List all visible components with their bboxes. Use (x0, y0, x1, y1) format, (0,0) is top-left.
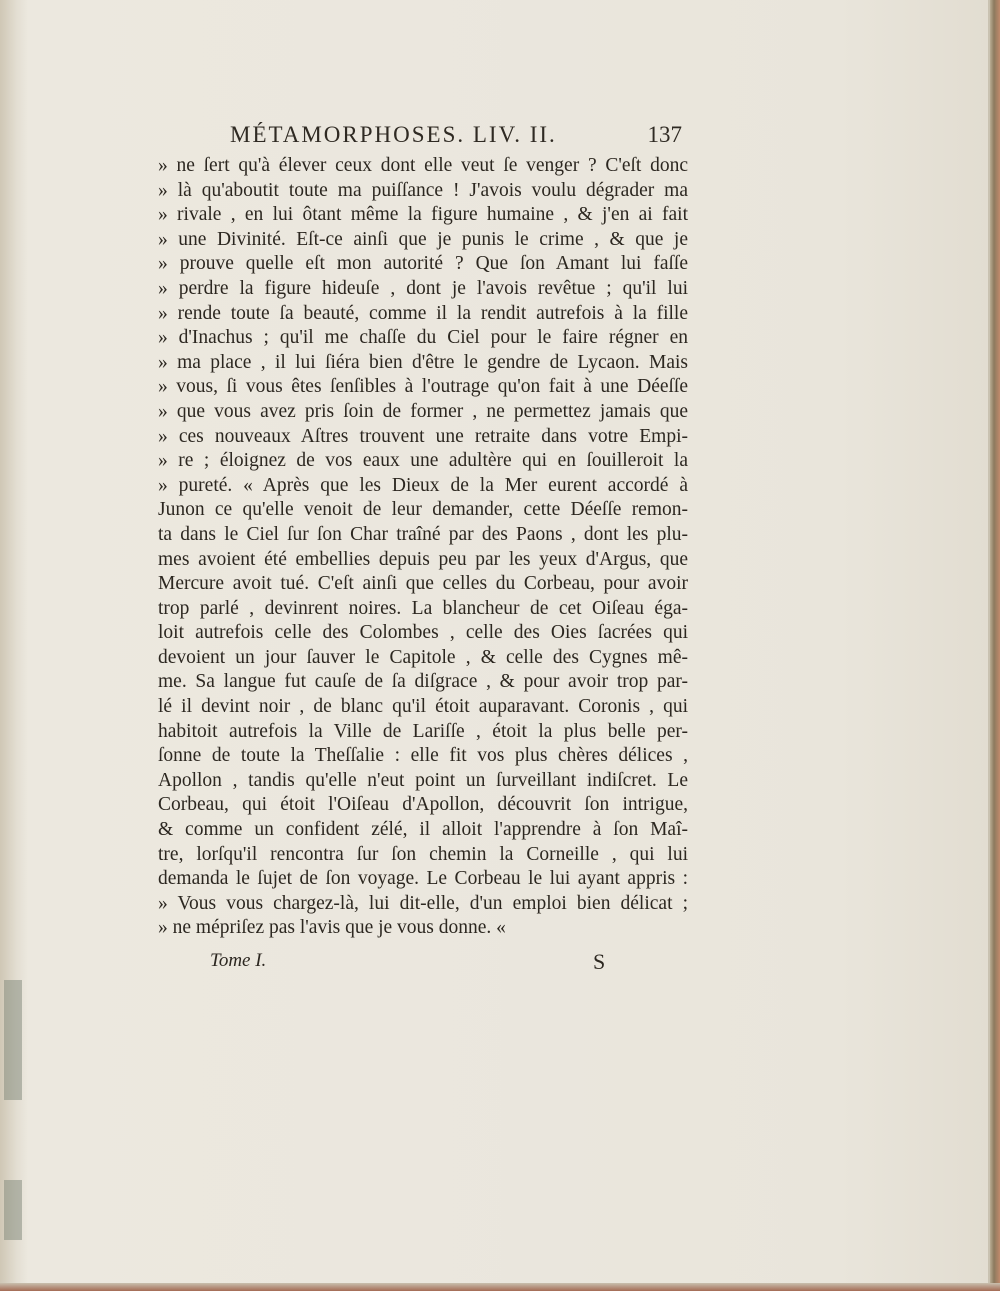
text-line: » ces nouveaux Aſtres trouvent une retraite dans votre Empi- (158, 425, 688, 447)
text-line: Mercure avoit tué. C'eſt ainſi que celles du Corbeau, pour avoir (158, 573, 688, 595)
text-line: » rende toute ſa beauté, comme il la rendit autrefois à la fille (158, 302, 688, 324)
running-head (230, 122, 690, 148)
text-line: » une Divinité. Eſt-ce ainſi que je punis le crime , & que je (158, 228, 688, 250)
text-line: demanda le ſujet de ſon voyage. Le Corbeau le lui ayant appris : (158, 868, 688, 890)
binding-stain (4, 980, 22, 1100)
page-gutter (0, 0, 28, 1291)
text-line: habitoit autrefois la Ville de Lariſſe , étoit la plus belle per- (158, 720, 688, 742)
text-line: Junon ce qu'elle venoit de leur demander, cette Déeſſe remon- (158, 499, 688, 521)
text-line: Apollon , tandis qu'elle n'eut point un ſurveillant indiſcret. Le (158, 769, 688, 791)
text-line: » ne mépriſez pas l'avis que je vous donne. « (158, 917, 506, 939)
body-text (158, 154, 688, 941)
text-line: » prouve quelle eſt mon autorité ? Que ſon Amant lui faſſe (158, 253, 688, 275)
page-number: 137 (647, 122, 682, 147)
text-line: » perdre la figure hideuſe , dont je l'avois revêtue ; qu'il lui (158, 277, 688, 299)
text-line: » ma place , il lui ſiéra bien d'être le gendre de Lycaon. Mais (158, 351, 688, 373)
text-line: » là qu'aboutit toute ma puiſſance ! J'avois voulu dégrader ma (158, 179, 688, 201)
text-line: ta dans le Ciel ſur ſon Char traîné par des Paons , dont les plu- (158, 523, 688, 545)
text-line: » vous, ſi vous êtes ſenſibles à l'outrage qu'on fait à une Déeſſe (158, 376, 688, 398)
text-line: » re ; éloignez de vos eaux une adultère qui en ſouilleroit la (158, 450, 688, 472)
text-line: » rivale , en lui ôtant même la figure humaine , & j'en ai fait (158, 204, 688, 226)
text-line: » d'Inachus ; qu'il me chaſſe du Ciel pour le faire régner en (158, 327, 688, 349)
running-head-title: MÉTAMORPHOSES. LIV. II. (230, 122, 557, 147)
binding-stain (4, 1180, 22, 1240)
text-line: mes avoient été embellies depuis peu par les yeux d'Argus, que (158, 548, 688, 570)
text-line: trop parlé , devinrent noires. La blancheur de cet Oiſeau éga- (158, 597, 688, 619)
text-line: » ne ſert qu'à élever ceux dont elle veut ſe venger ? C'eſt donc (158, 155, 688, 176)
volume-label: Tome I. (210, 950, 267, 971)
text-line: ſonne de toute la Theſſalie : elle fit vos plus chères délices , (158, 745, 688, 767)
text-line: Corbeau, qui étoit l'Oiſeau d'Apollon, découvrit ſon intrigue, (158, 794, 688, 816)
book-edge-right (990, 0, 1000, 1291)
text-line: tre, lorſqu'il rencontra ſur ſon chemin la Corneille , qui lui (158, 843, 688, 865)
signature-mark: S (593, 949, 606, 974)
text-line: lé il devint noir , de blanc qu'il étoit auparavant. Coronis , qui (158, 696, 688, 718)
text-line: » pureté. « Après que les Dieux de la Mer eurent accordé à (158, 474, 688, 496)
book-edge-bottom (0, 1283, 1000, 1291)
text-line: » Vous vous chargez-là, lui dit-elle, d'un emploi bien délicat ; (158, 892, 688, 914)
text-line: me. Sa langue fut cauſe de ſa diſgrace , & pour avoir trop par- (158, 671, 688, 693)
page-footer (210, 950, 610, 972)
text-line: & comme un confident zélé, il alloit l'apprendre à ſon Maî- (158, 819, 688, 841)
text-line: » que vous avez pris ſoin de former , ne permettez jamais que (158, 400, 688, 422)
text-line: devoient un jour ſauver le Capitole , & celle des Cygnes mê- (158, 646, 688, 668)
text-line: loit autrefois celle des Colombes , celle des Oies ſacrées qui (158, 622, 688, 644)
